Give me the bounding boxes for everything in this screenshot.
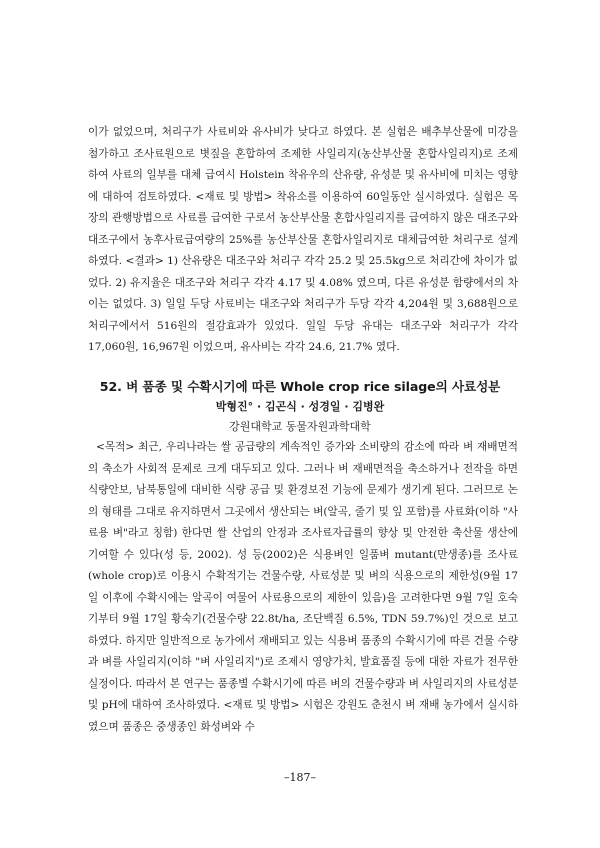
article-title: 52. 벼 품종 및 수확시기에 따른 Whole crop rice silage의 사료성분 — [99, 379, 501, 394]
article-body: <목적> 최근, 우리나라는 쌀 공급량의 계속적인 증가와 소비량의 감소에 따라 벼 재배면적의 축소가 사회적 문제로 크게 대두되고 있다. 그러나 벼 재배면적을 축소하거나 전작을 하면 식량안보, 남북통일에 대비한 식량 공급 및 환경보전 기능에 문제가 생기게 된다. 그러므로 논의 형태를 그대로 유지하면서 그곳에서 생산되는 벼(알곡, 줄기 및 잎 포함)를 사료화(이하 "사료용 벼"라고 칭함) 한다면 쌀 산업의 안정과 조사료자급률의 향상 및 안전한 축산물 생산에 기여할 수 있다(성 등, 2002). 성 등(2002)은 식용벼인 일품벼 mutant(만생종)를 조사료(whole crop)로 이용시 수확적기는 건물수량, 사료성분 및 벼의 식용으로의 제한성(9월 17일 이후에 수확시에는 알곡이 여물어 사료용으로의 제한이 있음)을 고려한다면 9월 7일 호숙기부터 9월 17일 황숙기(건물수량 22.8t/ha, 조단백질 6.5%, TDN 59.7%)인 것으로 보고하였다. 하지만 일반적으로 농가에서 재배되고 있는 식용벼 품종의 수확시기에 따른 건물 수량과 벼를 사일리지(이하 "벼 사일리지")로 조제시 영양가치, 발효품질 등에 대한 자료가 전무한 실정이다. 따라서 본 연구는 품종별 수확시기에 따른 벼의 건물수량과 벼 사일리지의 사료성분 및 pH에 대하여 조사하였다. <재료 및 방법> 시험은 강원도 춘천시 벼 재배 농가에서 실시하였으며 품종은 중생종인 화성벼와 수 — [88, 441, 518, 733]
article-affiliation: 강원대학교 동물자원과학대학 — [229, 420, 371, 433]
page-number: –187– — [284, 771, 316, 784]
article-authors: 박형진° · 김곤식 · 성경일 · 김병완 — [215, 400, 385, 413]
previous-abstract-continuation: 이가 없었으며, 처리구가 사료비와 유사비가 낮다고 하였다. 본 실험은 배추부산물에 미강을 첨가하고 조사료원으로 볏짚을 혼합하여 조제한 사일리지(농산부산물 혼합사일리지)로 조제하여 사료의 일부를 대체 급여시 Holstein 착유우의 산유량, 유성분 및 유사비에 미치는 영향에 대하여 검토하였다. <재료 및 방법> 착유소를 이용하여 60일동안 실시하였다. 실험은 목장의 관행방법으로 사료를 급여한 구로서 농산부산물 혼합사일리지를 급여하지 않은 대조구와 대조구에서 농후사료급여량의 25%를 농산부산물 혼합사일리지로 대체급여한 처리구로 설계하였다. <결과> 1) 산유량은 대조구와 처리구 각각 25.2 및 25.5kg으로 처리간에 차이가 없었다. 2) 유지율은 대조구와 처리구 각각 4.17 및 4.08% 였으며, 다른 유성분 함량에서의 차이는 없었다. 3) 일일 두당 사료비는 대조구와 처리구가 두당 각각 4,204원 및 3,688원으로 처리구에서서 516원의 절감효과가 있었다. 일일 두당 유대는 대조구와 처리구가 각각 17,060원, 16,967원 이었으며, 유사비는 각각 24.6, 21.7% 였다. — [88, 126, 518, 353]
